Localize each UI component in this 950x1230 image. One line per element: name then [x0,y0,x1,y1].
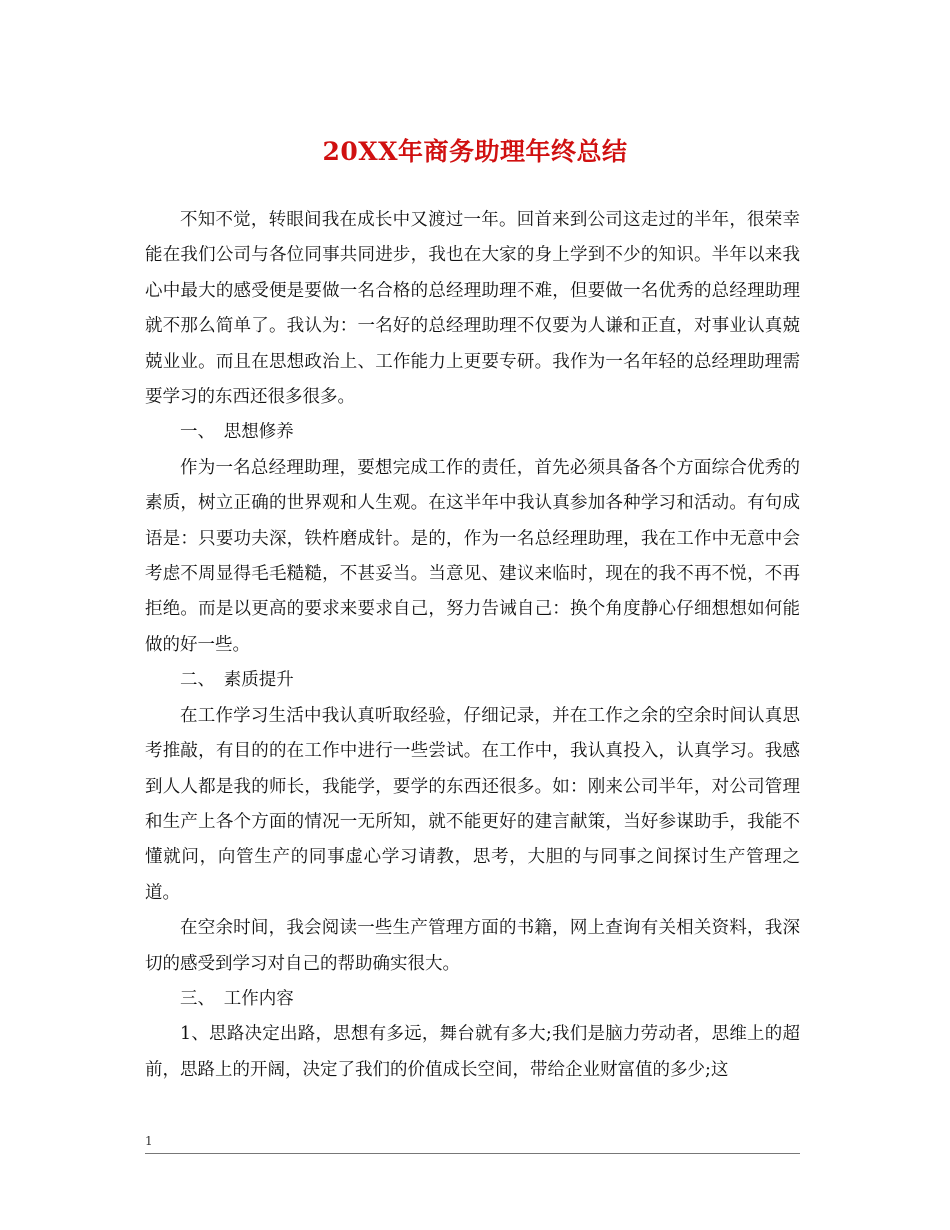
page-number: 1 [145,1134,153,1148]
section-heading-1: 一、 思想修养 [180,422,294,443]
paragraph-section-2b: 在空余时间，我会阅读一些生产管理方面的书籍，网上查询有关相关资料，我深切的感受到学习对自己的帮助确实很大。 [145,918,800,974]
footer-divider [145,1153,800,1154]
document-body [145,203,800,1088]
section-heading-2: 二、 素质提升 [180,670,294,691]
paragraph-section-1: 作为一名总经理助理，要想完成工作的责任，首先必须具备各个方面综合优秀的素质，树立正确的世界观和人生观。在这半年中我认真参加各种学习和活动。有句成语是：只要功夫深，铁杵磨成针。是的，作为一名总经理助理，我在工作中无意中会考虑不周显得毛毛糙糙，不甚妥当。当意见、建议来临时，现在的我不再不悦，不再拒绝。而是以更高的要求来要求自己，努力告诫自己：换个角度静心仔细想想如何能做的好一些。 [145,457,800,655]
section-heading-3: 三、 工作内容 [180,988,294,1009]
document-title: 20XX年商务助理年终总结 [322,137,628,166]
paragraph-section-3: 1、思路决定出路，思想有多远，舞台就有多大;我们是脑力劳动者，思维上的超前，思路上的开阔，决定了我们的价值成长空间，带给企业财富值的多少;这 [145,1024,800,1080]
paragraph-section-2a: 在工作学习生活中我认真听取经验，仔细记录，并在工作之余的空余时间认真思考推敲，有目的的在工作中进行一些尝试。在工作中，我认真投入，认真学习。我感到人人都是我的师长，我能学，要学的东西还很多。如：刚来公司半年，对公司管理和生产上各个方面的情况一无所知，就不能更好的建言献策，当好参谋助手，我能不懂就问，向管生产的同事虚心学习请教，思考，大胆的与同事之间探讨生产管理之道。 [145,705,800,903]
paragraph-intro: 不知不觉，转眼间我在成长中又渡过一年。回首来到公司这走过的半年，很荣幸能在我们公司与各位同事共同进步，我也在大家的身上学到不少的知识。半年以来我心中最大的感受便是要做一名合格的总经理助理不难，但要做一名优秀的总经理助理就不那么简单了。我认为：一名好的总经理助理不仅要为人谦和正直，对事业认真兢兢业业。而且在思想政治上、工作能力上更要专研。我作为一名年轻的总经理助理需要学习的东西还很多很多。 [145,210,800,408]
